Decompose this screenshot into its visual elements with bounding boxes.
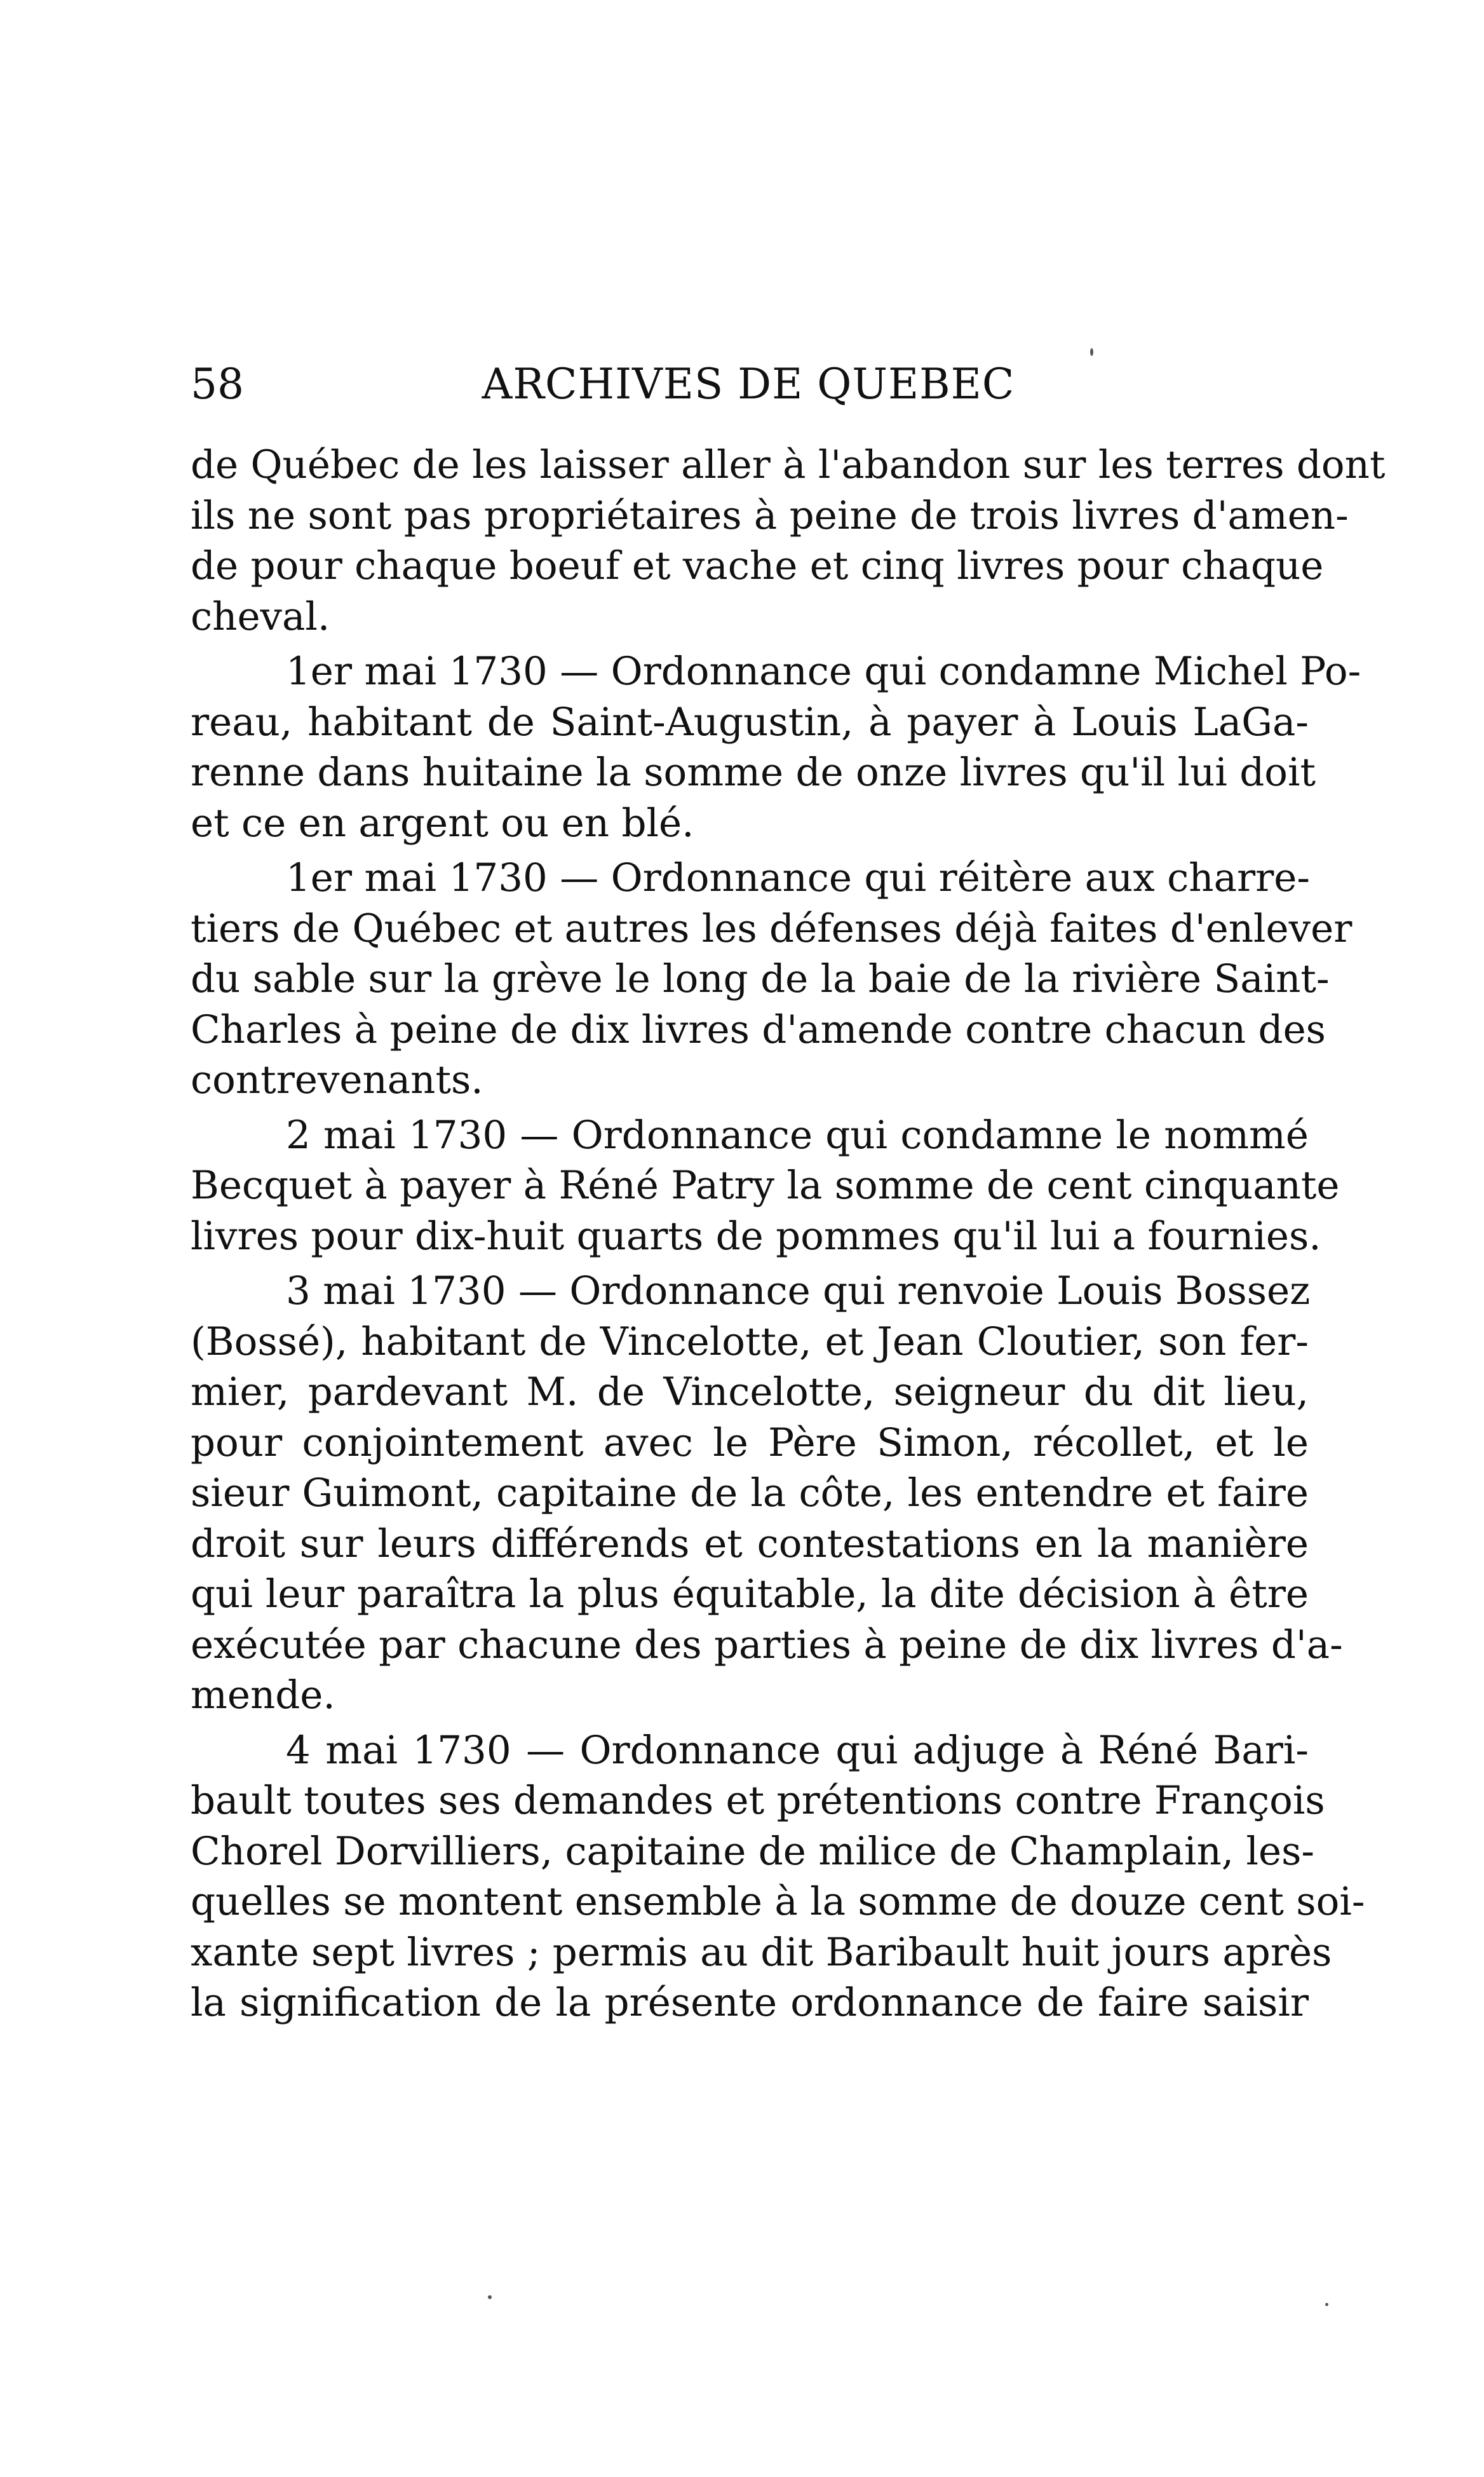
text-line: sieur Guimont, capitaine de la côte, les entendre et faire — [191, 1470, 1309, 1516]
paragraph-continuation — [191, 440, 1386, 642]
scan-speck — [488, 2295, 492, 2299]
text-line: livres pour dix-huit quarts de pommes qu'il lui a fournies. — [191, 1213, 1321, 1259]
text-line: qui leur paraîtra la plus équitable, la dite décision à être — [191, 1571, 1309, 1617]
text-line: Becquet à payer à Réné Patry la somme de cent cinquante — [191, 1163, 1340, 1208]
text-line: cheval. — [191, 594, 330, 639]
text-line: 1er mai 1730 — Ordonnance qui réitère aux charre- — [286, 855, 1310, 900]
paragraph-entry — [191, 853, 1352, 1106]
text-line: quelles se montent ensemble à la somme de douze cent soi- — [191, 1879, 1365, 1924]
text-line: renne dans huitaine la somme de onze livres qu'il lui doit — [191, 750, 1316, 795]
running-head — [191, 356, 1309, 413]
text-line: mende. — [191, 1673, 335, 1718]
text-line: bault toutes ses demandes et prétentions contre François — [191, 1778, 1325, 1823]
text-line: du sable sur la grève le long de la baie de la rivière Saint- — [191, 956, 1330, 1001]
text-line: (Bossé), habitant de Vincelotte, et Jean Cloutier, son fer- — [191, 1319, 1309, 1364]
page-title: ARCHIVES DE QUEBEC — [482, 360, 1015, 409]
text-line: 4 mai 1730 — Ordonnance qui adjuge à Réné Bari- — [286, 1727, 1309, 1773]
paragraph-entry — [191, 1110, 1340, 1262]
text-line: de Québec de les laisser aller à l'abandon sur les terres dont — [191, 442, 1386, 487]
text-line: ils ne sont pas propriétaires à peine de trois livres d'amen- — [191, 492, 1349, 538]
text-line: exécutée par chacune des parties à peine de dix livres d'a- — [191, 1622, 1343, 1667]
text-line: mier, pardevant M. de Vincelotte, seigneur du dit lieu, — [191, 1369, 1309, 1415]
page-number: 58 — [191, 360, 244, 409]
text-line: reau, habitant de Saint-Augustin, à payer à Louis LaGa- — [191, 699, 1309, 745]
text-line: 3 mai 1730 — Ordonnance qui renvoie Louis Bossez — [286, 1268, 1311, 1313]
text-line: 2 mai 1730 — Ordonnance qui condamne le nommé — [286, 1112, 1309, 1158]
text-line: contrevenants. — [191, 1057, 483, 1103]
paragraph-entry — [191, 646, 1361, 848]
text-line: Chorel Dorvilliers, capitaine de milice de Champlain, les- — [191, 1828, 1315, 1874]
text-line: droit sur leurs différends et contestations en la manière — [191, 1521, 1309, 1566]
text-line: 1er mai 1730 — Ordonnance qui condamne Michel Po- — [286, 649, 1361, 694]
body-text — [191, 440, 1386, 2028]
text-line: la signification de la présente ordonnance de faire saisir — [191, 1980, 1309, 2025]
text-line: Charles à peine de dix livres d'amende contre chacun des — [191, 1007, 1326, 1052]
text-line: tiers de Québec et autres les défenses déjà faites d'enlever — [191, 906, 1352, 951]
text-line: pour conjointement avec le Père Simon, récollet, et le — [191, 1420, 1309, 1465]
paragraph-entry — [191, 1725, 1365, 2028]
paragraph-entry — [191, 1266, 1343, 1721]
text-line: et ce en argent ou en blé. — [191, 800, 694, 846]
scan-speck — [1090, 348, 1093, 356]
text-line: de pour chaque boeuf et vache et cinq livres pour chaque — [191, 543, 1324, 588]
scan-speck — [1325, 2303, 1328, 2306]
text-line: xante sept livres ; permis au dit Baribault huit jours après — [191, 1929, 1332, 1975]
